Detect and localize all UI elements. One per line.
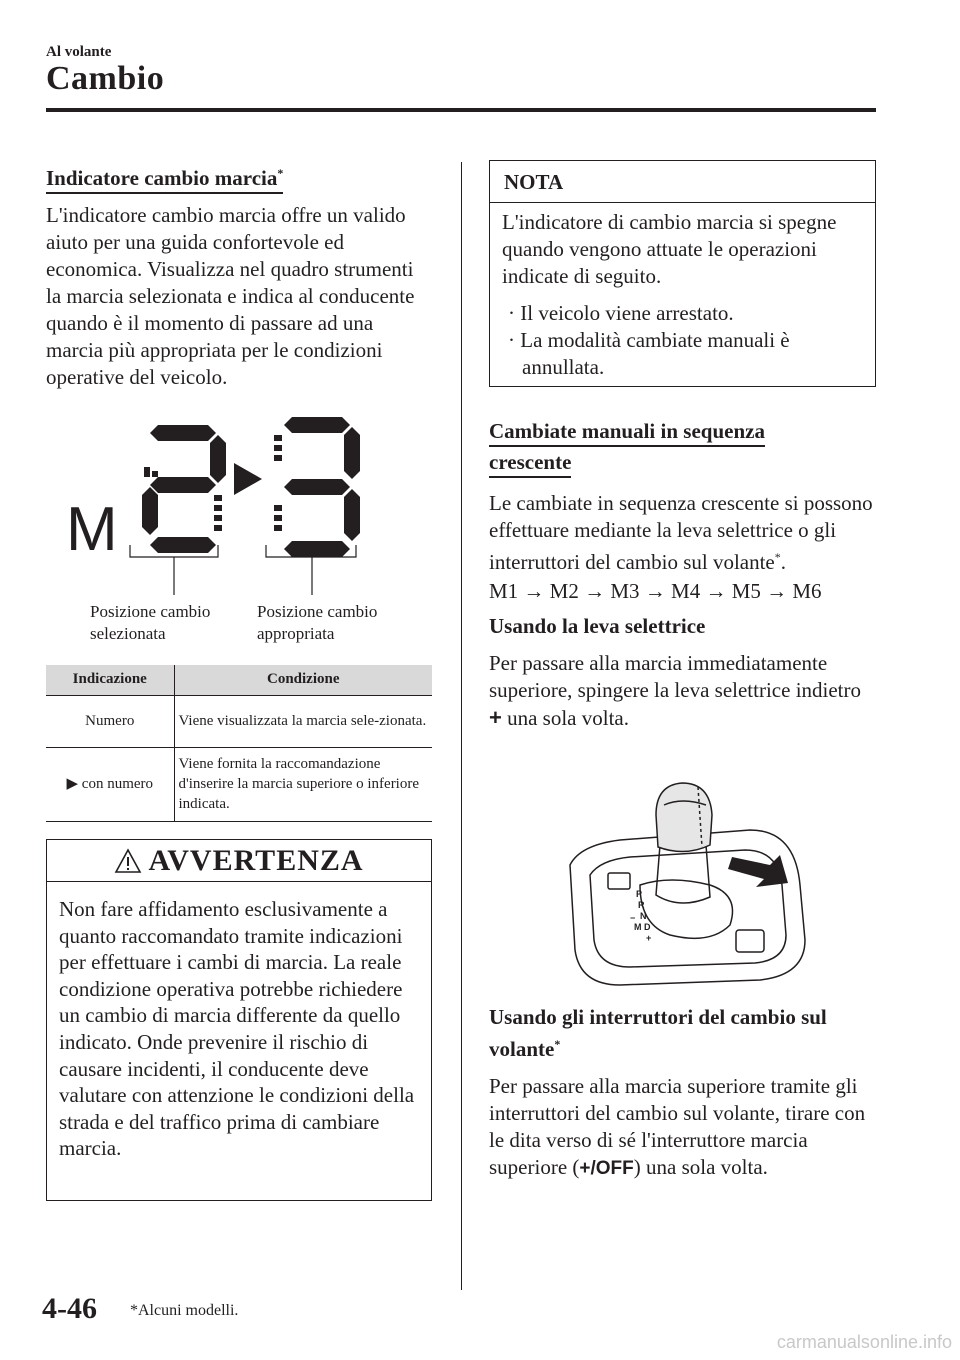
svg-text:N: N (640, 911, 647, 921)
gear-indicator-figure (46, 405, 432, 650)
shift-indicator-heading: Indicatore cambio marcia* (46, 160, 283, 194)
note-bullet: · La modalità cambiate manuali è annullata. (508, 328, 790, 379)
sequential-upshift-heading: Cambiate manuali in sequenza crescente (489, 418, 876, 478)
condition-cell: Viene fornita la raccomandazione d'inserire la marcia superiore o inferiore indicata. (174, 747, 432, 821)
svg-text:+: + (646, 933, 652, 943)
table-row (46, 747, 432, 821)
shift-lever-figure (560, 775, 810, 990)
page-number: 4-46 (42, 1292, 97, 1325)
table-row (46, 695, 432, 747)
label-appropriate-gear: Posizione cambio appropriata (257, 602, 378, 643)
column-divider (461, 162, 462, 1290)
indication-table (46, 665, 432, 822)
column-header-condition: Condizione (174, 665, 432, 695)
svg-text:D: D (644, 922, 651, 932)
paddle-section (489, 1004, 876, 1182)
shift-up-arrow-icon (234, 463, 262, 495)
watermark: carmanualsonline.info (776, 1332, 952, 1352)
paddle-text: Per passare alla marcia superiore tramite gli interruttori del cambio sul volante, tirare con le dita verso di sé l'interruttore marcia superiore (+/OFF) una sola volta. (489, 1074, 866, 1179)
left-column (46, 160, 432, 391)
indication-cell: Numero (46, 695, 174, 747)
note-body (490, 203, 875, 381)
svg-text:R: R (638, 900, 645, 910)
column-header-indication: Indicazione (46, 665, 174, 695)
warning-triangle-icon (114, 848, 142, 874)
svg-text:M: M (634, 922, 642, 932)
svg-text:−: − (630, 913, 636, 923)
arrow-icon: ▶ (66, 776, 79, 792)
paddle-heading: Usando gli interruttori del cambio sul volante* (489, 1005, 827, 1061)
condition-cell: Viene visualizzata la marcia sele-zionata. (174, 695, 432, 747)
warning-header (47, 840, 431, 882)
plus-off-key-icon: +/OFF (579, 1158, 634, 1179)
warning-title: AVVERTENZA (148, 843, 364, 877)
gear-sequence: M1 → M2 → M3 → M4 → M5 → M6 (489, 579, 822, 603)
label-selected-gear: Posizione cambio selezionata (90, 602, 211, 643)
svg-text:P: P (636, 889, 643, 899)
indication-cell: ▶ con numero (46, 747, 174, 821)
lever-heading: Usando la leva selettrice (489, 614, 706, 638)
table-header-row (46, 665, 432, 695)
header-rule (46, 108, 876, 112)
shift-lever-illustration (560, 775, 810, 990)
right-column (489, 418, 876, 732)
page-title: Cambio (46, 60, 165, 97)
plus-key-icon: + (489, 705, 502, 730)
sequential-upshift-text: Le cambiate in sequenza crescente si possono effettuare mediante la leva selettrice o gli interruttori del cambio sul volante*. (489, 491, 873, 574)
note-text: L'indicatore di cambio marcia si spegne quando vengono attuate le operazioni indicate di seguito. (502, 210, 837, 288)
lever-text: Per passare alla marcia immediatamente superiore, spingere la leva selettrice indietro + una sola volta. (489, 651, 862, 730)
shift-indicator-paragraph: L'indicatore cambio marcia offre un valido aiuto per una guida confortevole ed economica. Visualizza nel quadro strumenti la marcia selezionata e indica al conducente quando è il momento di passare ad una marcia più appropriata per le condizioni operative del veicolo. (46, 203, 415, 389)
warning-text: Non fare affidamento esclusivamente a quanto raccomandato tramite indicazioni per effettuare i cambi di marcia. La reale condizione operativa potrebbe richiedere un cambio di marcia differente da quello indicato. Onde prevenire il rischio di causare incidenti, il conducente deve valutare con attenzione le condizioni della strada e del traffico prima di cambiare marcia. (59, 897, 415, 1161)
warning-box (46, 839, 432, 1201)
note-title: NOTA (490, 161, 875, 203)
digit-three (274, 417, 360, 557)
mode-letter: M (66, 495, 118, 564)
note-bullet: · Il veicolo viene arrestato. (508, 301, 734, 325)
digit-two (142, 425, 226, 553)
section-label: Al volante (46, 44, 112, 60)
footnote: *Alcuni modelli. (130, 1302, 239, 1319)
note-box (489, 160, 876, 387)
